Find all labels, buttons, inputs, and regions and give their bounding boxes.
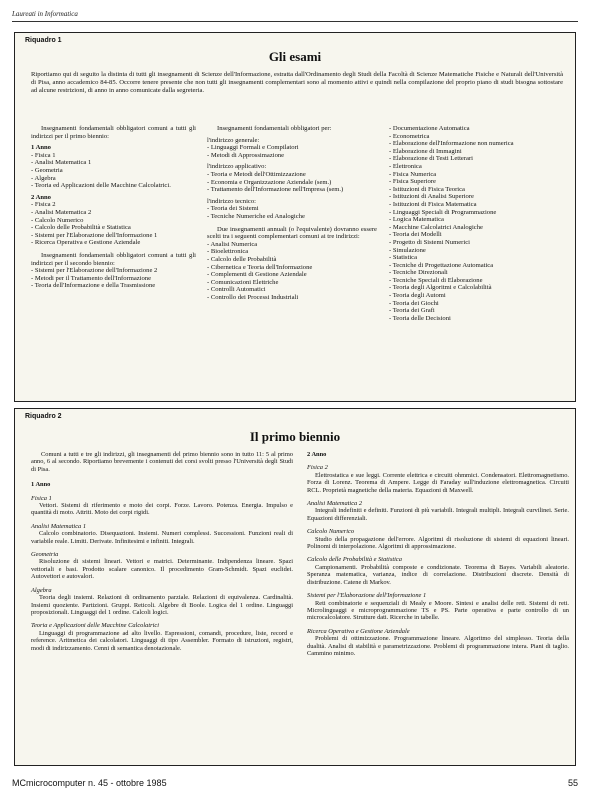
list-item: - Analisi Matematica 1: [31, 159, 92, 167]
list-item: - Elettronica: [389, 162, 422, 170]
list-item: - Documentazione Automatica: [389, 125, 470, 132]
riquadro-1-col-2: [207, 125, 377, 301]
list-item: - Teoria ed Applicazioni delle Macchine Calcolatrici.: [31, 182, 171, 190]
list-item: - Fisica Numerica: [389, 170, 437, 178]
list-item: - Elaborazione di Testi Letterari: [389, 155, 473, 163]
course-title: Calcolo delle Probabilità e Statistica: [307, 556, 402, 564]
col2-complementari-list: [207, 241, 377, 302]
list-item: - Controlli Automatici: [207, 286, 266, 294]
list-item: - Fisica Superiore: [389, 178, 436, 186]
list-item: - Linguaggi Formali e Compilatori: [207, 144, 299, 152]
right-courses: [307, 464, 569, 657]
list-item: - Sistemi per l'Elaborazione dell'Informazione 1: [31, 231, 158, 239]
col2-generale-head: l'indirizzo generale:: [207, 136, 260, 144]
course-title: Fisica 1: [31, 494, 52, 502]
list-item: - Analisi Numerica: [207, 240, 258, 248]
list-item: - Istituzioni di Fisica Teorica: [389, 185, 465, 193]
list-item: - Comunicazioni Elettriche: [207, 278, 279, 286]
course-description: Studio della propagazione dell'errore. Algoritmi di risoluzione di sistemi di equazioni lineari. Polinomi di interpolazione. Algoritmi di approssimazione.: [307, 535, 569, 551]
list-item: - Fisica 1: [31, 151, 56, 159]
list-item: - Teoria delle Decisioni: [389, 314, 451, 322]
left-courses: [31, 495, 293, 652]
list-item: - Teoria dei Grafi: [389, 307, 435, 315]
header-rule: [12, 21, 578, 22]
course-title: Analisi Matematica 1: [31, 522, 87, 530]
course-description: Campionamenti. Probabilità composte e condizionate. Teorema di Bayes. Variabili aleatorie. Speranza matematica, varianza, indice di correlazione. Distribuzioni discrete. Densità di distribuzione. Catene di Markov.: [307, 563, 569, 586]
course-description: Integrali indefiniti e definiti. Funzioni di più variabili. Integrali multipli. Integrali curvilinei. Serie. Equazioni differenziali.: [307, 507, 569, 522]
riquadro-2-label: Riquadro 2: [25, 413, 62, 420]
riquadro-2-box: [14, 408, 576, 766]
list-item: - Sistemi per l'Elaborazione dell'Informazione 2: [31, 267, 158, 275]
list-item: - Fisica 2: [31, 201, 56, 209]
footer-magazine-info: MCmicrocomputer n. 45 - ottobre 1985: [12, 778, 167, 788]
riquadro-1-label: Riquadro 1: [25, 37, 62, 44]
col1-anno-2: 2 Anno: [31, 193, 51, 201]
col1-biennio-2-list: [31, 267, 196, 290]
list-item: - Teoria dei Giochi: [389, 299, 439, 307]
col2-tecnico-list: [207, 205, 377, 220]
col2-generale-list: [207, 144, 377, 159]
course-title: Ricerca Operativa e Gestione Aziendale: [307, 627, 410, 635]
riquadro-2-intro: Comuni a tutti e tre gli indirizzi, gli insegnamenti del primo biennio sono in tutto 11: 5 al primo anno, 6 al secondo. Riportiamo brevemente i contenuti dei corsi svolti presso l'Università degli Studi di Pisa.: [31, 451, 293, 473]
list-item: - Teoria dei Modelli: [389, 231, 442, 239]
col1-anno-1: 1 Anno: [31, 144, 51, 152]
list-item: - Logica Matematica: [389, 216, 444, 224]
riquadro-2-right-col: [307, 451, 569, 657]
course-description: Linguaggi di programmazione ad alto livello. Espressioni, comandi, procedure, liste, record e reference. Aritmetica dei calcolatori. Linguaggi di tipo Assembler. Formato di istruzioni, registri, modi di indirizzamento. Cenni di semantica denotazionale.: [31, 629, 293, 652]
list-item: - Ricerca Operativa e Gestione Aziendale: [31, 239, 141, 247]
course-description: Calcolo combinatorio. Disequazioni. Insiemi. Numeri complessi. Successioni. Funzioni reali di variabile reale. Limiti. Derivate. Infinitesimi e infiniti. Integrali.: [31, 530, 293, 545]
course-description: Problemi di ottimizzazione. Programmazione lineare. Algoritmo del simplesso. Teoria della dualità. Analisi di stabilità e parametrizzazione. Problemi di programmazione intera. Piani di taglio. Cammino minimo.: [307, 635, 569, 657]
running-header: Laureati in Informatica: [12, 10, 78, 18]
list-item: - Tecniche Numeriche ed Analogiche: [207, 212, 305, 220]
list-item: - Economia e Organizzazione Aziendale (sem.): [207, 178, 332, 186]
list-item: - Progetto di Sistemi Numerici: [389, 238, 470, 246]
col1-intro: Insegnamenti fondamentali obbligatori comuni a tutti gli indirizzi per il primo biennio:: [31, 125, 196, 140]
list-item: - Geometria: [31, 166, 63, 174]
course-description: Vettori. Sistemi di riferimento e moto dei corpi. Forze. Lavoro. Potenza. Energia. Impulso e quantità di moto. Attriti. Moto dei corpi rigidi.: [31, 502, 293, 517]
course-title: Fisica 2: [307, 464, 328, 472]
riquadro-1-col-3: [389, 125, 569, 322]
course-description: Elettrostatica e sue leggi. Corrente elettrica e circuiti ohmmici. Condensatori. Elettromagnetismo. Forza di Lorenz. Teorema di Ampere. Legge di Faraday sull'induzione elettromagnetica. Circuiti RCL. Proprietà magnetiche della materia. Equazioni di Maxwell.: [307, 471, 569, 494]
col2-complementari-intro: Due insegnamenti annuali (o l'equivalente) dovranno essere scelti tra i seguenti complementari comuni ai tre indirizzi:: [207, 225, 377, 241]
list-item: - Tecniche Direzionali: [389, 269, 448, 277]
list-item: - Simulazione: [389, 246, 426, 254]
riquadro-1-col-1: [31, 125, 196, 290]
list-item: - Linguaggi Speciali di Programmazione: [389, 208, 497, 216]
list-item: - Tecniche Speciali di Elaborazione: [389, 276, 483, 284]
course-title: Algebra: [31, 586, 52, 594]
riquadro-2-heading: Il primo biennio: [249, 429, 341, 444]
page-number: 55: [567, 778, 578, 788]
course-title: Teoria e Applicazioni delle Macchine Calcolatrici: [31, 622, 159, 630]
list-item: - Econometrica: [389, 132, 430, 140]
list-item: - Metodi per il Trattamento dell'Informazione: [31, 274, 152, 282]
list-item: - Elaborazione di Immagini: [389, 147, 462, 155]
list-item: - Controllo dei Processi Industriali: [207, 293, 299, 301]
list-item: - Teoria degli Algoritmi e Calcolabilità: [389, 284, 492, 292]
col3-complementari-list: [389, 125, 569, 322]
right-anno-heading: 2 Anno: [307, 451, 327, 458]
list-item: - Cibernetica e Teoria dell'Informazione: [207, 263, 313, 271]
col1-anno-2-list: [31, 201, 196, 247]
col1-biennio-2-intro: Insegnamenti fondamentali obbligatori comuni a tutti gli indirizzi per il secondo biennio:: [31, 251, 196, 267]
col2-applicativo-head: l'indirizzo applicativo:: [207, 163, 267, 171]
list-item: - Calcolo delle Probabilità: [207, 255, 277, 263]
course-title: Geometria: [31, 551, 59, 559]
list-item: - Teoria dell'Informazione e della Trasmissione: [31, 282, 156, 290]
list-item: - Teoria degli Automi: [389, 292, 446, 300]
list-item: - Teoria dei Sistemi: [207, 205, 259, 213]
list-item: - Metodi di Approssimazione: [207, 151, 285, 159]
list-item: - Analisi Matematica 2: [31, 208, 92, 216]
list-item: - Istituzioni di Fisica Matematica: [389, 200, 477, 208]
col1-anno-1-list: [31, 152, 196, 190]
list-item: - Statistica: [389, 254, 418, 262]
col2-tecnico-head: l'indirizzo tecnico:: [207, 197, 256, 205]
course-title: Calcolo Numerico: [307, 528, 355, 536]
list-item: - Teoria e Metodi dell'Ottimizzazione: [207, 170, 306, 178]
list-item: - Tecniche di Progettazione Automatica: [389, 261, 494, 269]
course-description: Reti combinatorie e sequenziali di Mealy e Moore. Sintesi e analisi delle reti. Sistemi di reti. Microlinguaggi e microprogrammazione TS e PS. Parte operativa e parte controllo di un microcalcolatore. Strutture dati. Ricerche in tabelle.: [307, 599, 569, 622]
list-item: - Bioelettronica: [207, 248, 249, 256]
list-item: - Calcolo Numerico: [31, 216, 84, 224]
list-item: - Macchine Calcolatrici Analogiche: [389, 223, 483, 231]
course-title: Analisi Matematica 2: [307, 500, 363, 508]
course-description: Teoria degli insiemi. Relazioni di ordinamento parziale. Relazioni di equivalenza. Cardinalità. Insiemi quoziente. Partizioni. Gruppi. Reticoli. Algebre di Boole. Logica del 1 ordine. Linguaggi proposizionali. Linguaggi del 1 ordine. Calcoli logici.: [31, 594, 293, 616]
list-item: - Elaborazione dell'Informazione non numerica: [389, 140, 514, 148]
course-description: Risoluzione di sistemi lineari. Vettori e matrici. Determinante. Indipendenza lineare. Spazi vettoriali e basi. Prodotto scalare canonico. Il procedimento Gram-Schmidt. Spazi euclidei. Autovettori e autovalori.: [31, 558, 293, 581]
col2-applicativo-list: [207, 171, 377, 194]
list-item: - Complementi di Gestione Aziendale: [207, 271, 307, 279]
riquadro-2-left-col: [31, 451, 293, 652]
list-item: - Trattamento dell'Informazione nell'Impresa (sem.): [207, 186, 344, 194]
riquadro-1-intro: Riportiamo qui di seguito la distinta di tutti gli insegnamenti di Scienze dell'Informazione, estratta dall'Ordinamento degli Studi della Facoltà di Scienze Matematiche Fisiche e Naturali dell'Università di Pisa, anno accademico 84-85. Occorre tenere presente che non tutti gli insegnamenti complementari sono al momento attivi e quindi nella compilazione del proprio piano di studi bisogna sottostare ad alcune restrizioni, di anno in anno comunicate dalla segreteria.: [31, 71, 563, 94]
list-item: - Algebra: [31, 174, 56, 182]
list-item: - Istituzioni di Analisi Superiore: [389, 193, 474, 201]
riquadro-1-box: [14, 32, 576, 402]
left-anno-heading: 1 Anno: [31, 481, 51, 489]
course-title: Sistemi per l'Elaborazione dell'Informazione 1: [307, 592, 427, 600]
list-item: - Calcolo delle Probabilità e Statistica: [31, 224, 131, 232]
riquadro-1-heading: Gli esami: [268, 49, 322, 64]
col2-intro: Insegnamenti fondamentali obbligatori per:: [217, 125, 332, 132]
